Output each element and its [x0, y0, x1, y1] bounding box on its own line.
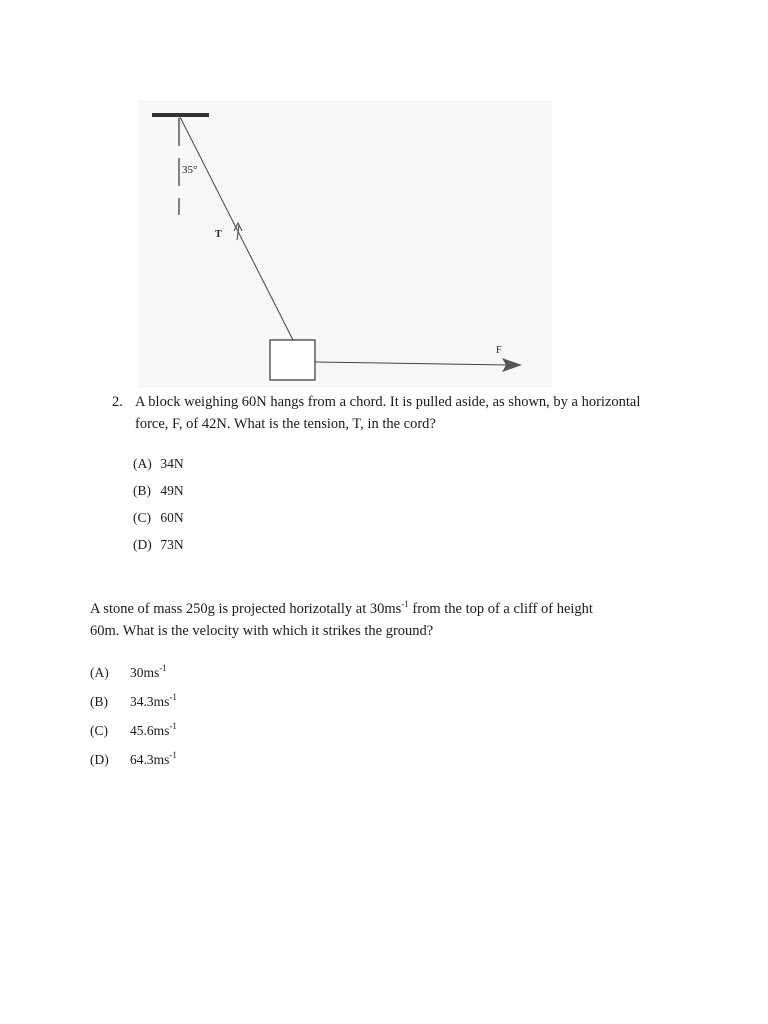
option-value: 64.3ms	[130, 752, 170, 767]
question-text-line	[90, 598, 650, 620]
cord	[180, 117, 293, 340]
option-b[interactable]	[133, 480, 184, 507]
option-c[interactable]	[133, 507, 184, 534]
option-a[interactable]	[90, 662, 177, 691]
pendulum-force-diagram	[138, 100, 552, 388]
question-text-line: force, F, of 42N. What is the tension, T, in the cord?	[135, 416, 436, 432]
option-a[interactable]	[133, 453, 184, 480]
option-letter: (A)	[90, 665, 109, 680]
superscript: -1	[169, 721, 177, 731]
option-letter: (A)	[133, 456, 152, 471]
question-3	[90, 598, 650, 642]
option-value: 45.6ms	[130, 723, 170, 738]
option-letter: (C)	[90, 723, 108, 738]
superscript: -1	[169, 692, 177, 702]
force-label: F	[496, 345, 502, 356]
option-letter: (B)	[133, 483, 151, 498]
option-value: 49N	[160, 483, 184, 498]
superscript: -1	[401, 599, 409, 609]
hanging-block	[270, 340, 315, 380]
ceiling-support	[152, 113, 209, 117]
option-d[interactable]	[133, 534, 184, 561]
force-arrow	[315, 362, 512, 365]
angle-label: 35°	[182, 164, 198, 176]
question-number: 2.	[112, 394, 123, 410]
option-value: 60N	[160, 510, 184, 525]
option-value: 34N	[160, 456, 184, 471]
option-value: 73N	[160, 537, 184, 552]
question-text-part: from the top of a cliff of height	[408, 601, 593, 617]
option-value: 30ms	[130, 665, 160, 680]
question-text-line: A block weighing 60N hangs from a chord. It is pulled aside, as shown, by a horizontal	[135, 394, 641, 410]
option-letter: (C)	[133, 510, 151, 525]
question-2-options	[133, 453, 184, 561]
option-letter: (D)	[90, 752, 109, 767]
tension-label: T	[215, 229, 222, 240]
option-d[interactable]	[90, 749, 177, 778]
option-letter: (D)	[133, 537, 152, 552]
option-value: 34.3ms	[130, 694, 170, 709]
question-text-line: 60m. What is the velocity with which it strikes the ground?	[90, 623, 434, 639]
question-text-part: A stone of mass 250g is projected horizotally at 30ms	[90, 601, 402, 617]
option-b[interactable]	[90, 691, 177, 720]
question-3-options	[90, 662, 177, 778]
question-text	[135, 391, 675, 435]
option-c[interactable]	[90, 720, 177, 749]
superscript: -1	[159, 663, 167, 673]
option-letter: (B)	[90, 694, 108, 709]
superscript: -1	[169, 750, 177, 760]
